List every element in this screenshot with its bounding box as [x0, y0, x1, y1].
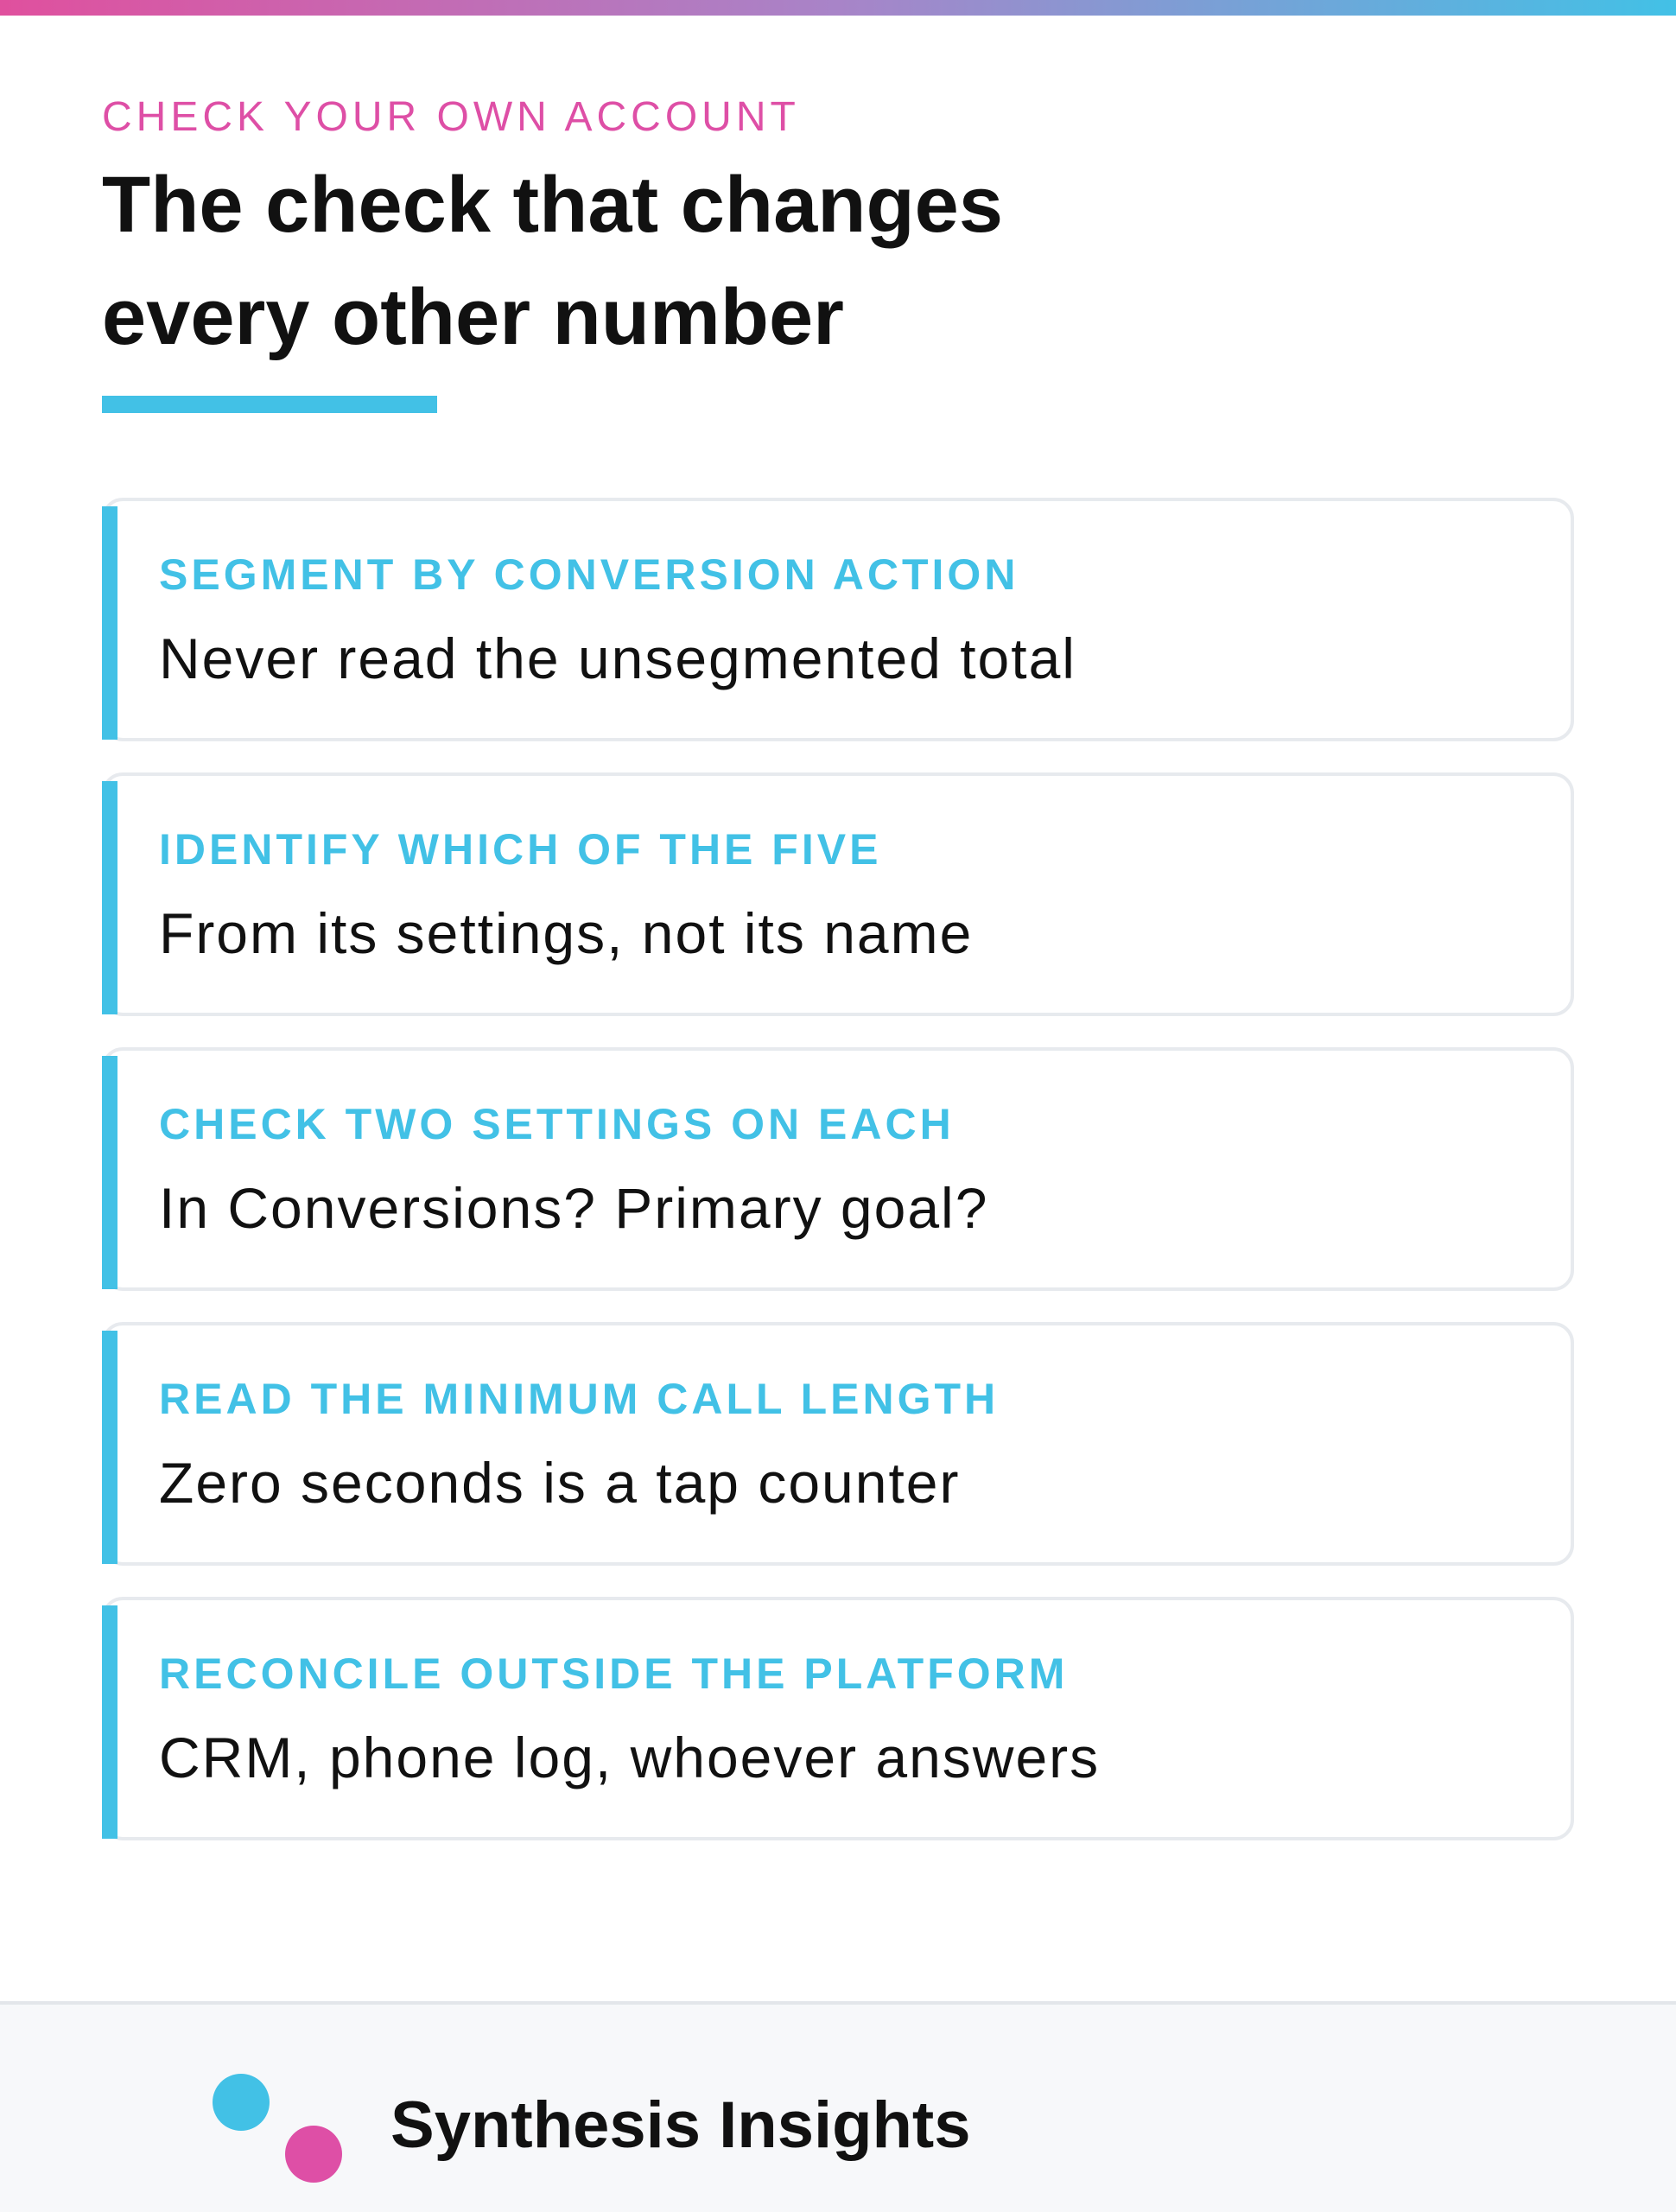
card-description: Never read the unsegmented total: [159, 626, 1076, 690]
eyebrow-label: CHECK YOUR OWN ACCOUNT: [102, 94, 800, 140]
card-heading: READ THE MINIMUM CALL LENGTH: [159, 1375, 1000, 1423]
card-description: CRM, phone log, whoever answers: [159, 1726, 1101, 1789]
checklist-card: [102, 1322, 1574, 1566]
logo-dot-pink: [285, 2126, 342, 2183]
card-description: Zero seconds is a tap counter: [159, 1451, 961, 1515]
page-title-line-1: The check that changes: [102, 161, 1003, 249]
card-heading: RECONCILE OUTSIDE THE PLATFORM: [159, 1649, 1069, 1698]
page-title: [102, 149, 1311, 373]
checklist-card: [102, 772, 1574, 1016]
card-heading: SEGMENT BY CONVERSION ACTION: [159, 550, 1019, 599]
logo-dot-blue: [213, 2074, 270, 2131]
checklist-card: [102, 498, 1574, 741]
card-accent-bar: [102, 781, 117, 1014]
card-description: From its settings, not its name: [159, 901, 974, 965]
brand-logo-icon: [213, 2074, 351, 2177]
card-accent-bar: [102, 1605, 117, 1839]
page-title-line-2: every other number: [102, 273, 844, 361]
checklist-card: [102, 1047, 1574, 1291]
card-accent-bar: [102, 506, 117, 740]
card-description: In Conversions? Primary goal?: [159, 1176, 989, 1240]
brand-name: Synthesis Insights: [390, 2088, 971, 2162]
card-heading: IDENTIFY WHICH OF THE FIVE: [159, 825, 882, 874]
checklist: [102, 498, 1574, 1872]
top-gradient-bar: [0, 0, 1676, 16]
card-accent-bar: [102, 1056, 117, 1289]
title-underline: [102, 396, 437, 413]
checklist-card: [102, 1597, 1574, 1840]
card-accent-bar: [102, 1331, 117, 1564]
footer: [0, 2001, 1676, 2212]
card-heading: CHECK TWO SETTINGS ON EACH: [159, 1100, 955, 1148]
